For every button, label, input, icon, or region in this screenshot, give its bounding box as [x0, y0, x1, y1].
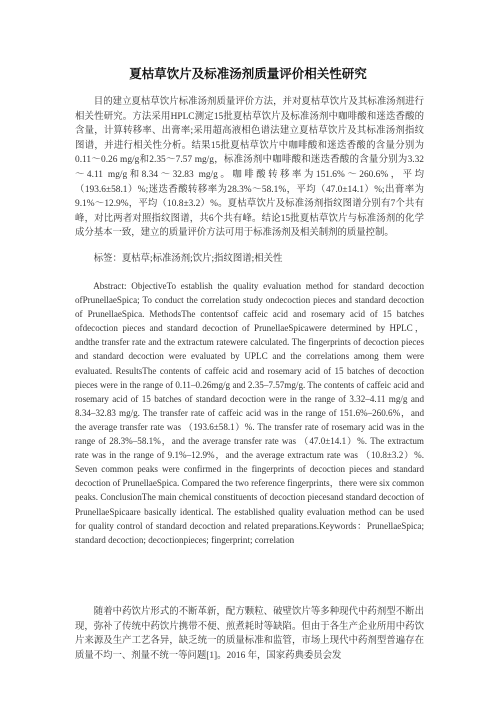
document-title: 夏枯草饮片及标准汤剂质量评价相关性研究 — [129, 66, 367, 81]
chinese-abstract: 目的建立夏枯草饮片标准汤剂质量评价方法，并对夏枯草饮片及其标准汤剂进行相关性研究。方法采用HPLC测定15批夏枯草饮片及标准汤剂中咖啡酸和迷迭香酸的含量，计算转移率、出膏率;采用超高液相色谱法建立夏枯草饮片及其标准汤剂指纹图谱，并进行相关性分析。结果15批夏枯草饮片中咖啡酸和迷迭香酸的含量分别为0.11～0.26 mg/g和2.35～7.57 mg/g，标准汤剂中咖啡酸和迷迭香酸的含量分别为3.32～4.11 mg/g和8.34～32.83 mg/g。咖啡酸转移率为151.6%～260.6%，平均（193.6±58.1）%;迷迭香酸转移率为28.3%～58.1%，平均（47.0±14.1）%;出膏率为9.1%～12.9%，平均（10.8±3.2）%。夏枯草饮片及标准汤剂指纹图谱分别有7个共有峰，对比两者对照指纹图谱，共6个共有峰。结论15批夏枯草饮片与标准汤剂的化学成分基本一致，建立的质量评价方法可用于标准汤剂及相关制剂的质量控制。 — [75, 97, 424, 239]
chinese-keywords: 标签：夏枯草;标准汤剂;饮片;指纹图谱;相关性 — [93, 254, 283, 264]
english-abstract: Abstract: ObjectiveTo establish the quality evaluation method for standard decoction ofPrunellaeSpica; To conduct the correlation study ondecoction pieces and standard decoction of PrunellaeSpica. MethodsThe contentsof caffeic acid and rosemary acid of 15 batches ofdecoction pieces and standard decoction of PrunellaeSpicawere determined by HPLC，andthe transfer rate and the extractum ratewere calculated. The fingerprints of decoction pieces and standard decoction were evaluated by UPLC and the correlations among them were evaluated. ResultsThe contents of caffeic acid and rosemary acid of 15 batches of decoction pieces were in the range of 0.11–0.26mg/g and 2.35–7.57mg/g. The contents of caffeic acid and rosemary acid of 15 batches of standard decoction were in the range of 3.32–4.11 mg/g and 8.34–32.83 mg/g. The transfer rate of caffeic acid was in the range of 151.6%–260.6%，and the average transfer rate was （193.6±58.1）%. The transfer rate of rosemary acid was in the range of 28.3%–58.1%，and the average transfer rate was （47.0±14.1）%. The extractum rate was in the range of 9.1%–12.9%，and the average extractum rate was （10.8±3.2）%. Seven common peaks were confirmed in the fingerprints of decoction pieces and standard decoction of PrunellaeSpica. Compared the two reference fingerprints，there were six common peaks. ConclusionThe main chemical constituents of decoction piecesand standard decoction of PrunellaeSpicaare basically identical. The established quality evaluation method can be used for quality control of standard decoction and related preparations.Keywords：PrunellaeSpica; standard decoction; decoctionpieces; fingerprint; correlation — [75, 281, 424, 545]
introduction-paragraph: 随着中药饮片形式的不断革新，配方颗粒、破壁饮片等多种现代中药剂型不断出现，弥补了传统中药饮片携带不便、煎煮耗时等缺陷。但由于各生产企业所用中药饮片来源及生产工艺各异，缺乏统一的质量标准和监管，市场上现代中药剂型普遍存在质量不均一、剂量不统一等问题[1]。2016 年，国家药典委员会发 — [75, 607, 424, 661]
